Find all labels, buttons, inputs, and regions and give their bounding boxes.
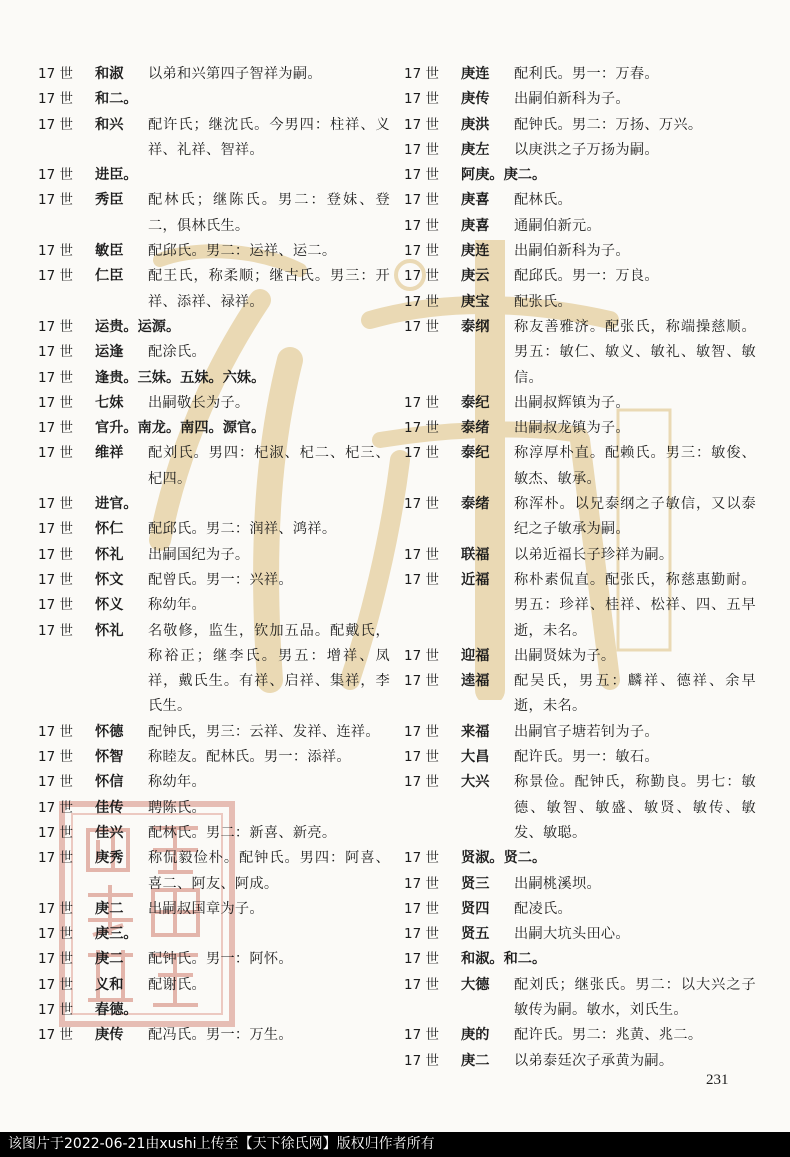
person-name: 庚传 bbox=[95, 1027, 124, 1044]
entry-description: 配王氏，称柔顺；继古氏。男三：开祥、添祥、禄祥。 bbox=[148, 268, 390, 310]
genealogy-entry bbox=[38, 973, 390, 998]
generation-label: 17 世 bbox=[404, 774, 439, 791]
person-name: 春德。 bbox=[95, 1001, 138, 1018]
right-column bbox=[404, 62, 756, 1074]
entry-description: 配吴氏，男五：麟祥、德祥、余早逝，未名。 bbox=[514, 673, 756, 715]
generation-label: 17 世 bbox=[404, 293, 439, 310]
genealogy-entry bbox=[404, 441, 756, 492]
genealogy-entry bbox=[38, 619, 390, 720]
entry-description: 称睦友。配林氏。男一：添祥。 bbox=[148, 749, 351, 766]
genealogy-entry bbox=[38, 897, 390, 922]
genealogy-entry bbox=[38, 239, 390, 264]
person-name: 庚云 bbox=[461, 268, 490, 285]
person-name: 泰纪 bbox=[461, 394, 490, 411]
genealogy-entry bbox=[38, 846, 390, 897]
generation-label: 17 世 bbox=[404, 546, 439, 563]
entry-description: 出嗣叔辉镇为子。 bbox=[514, 394, 630, 411]
genealogy-entry bbox=[38, 315, 390, 340]
generation-label: 17 世 bbox=[404, 951, 439, 968]
generation-label: 17 世 bbox=[404, 926, 439, 943]
generation-label: 17 世 bbox=[38, 192, 73, 209]
entry-description: 配钟氏。男二：万扬、万兴。 bbox=[514, 116, 703, 133]
entry-description: 称侃毅俭朴。配钟氏。男四：阿喜、喜二、阿友、阿成。 bbox=[148, 850, 390, 892]
person-name: 仁臣 bbox=[95, 268, 124, 285]
generation-label: 17 世 bbox=[404, 217, 439, 234]
generation-label: 17 世 bbox=[38, 1027, 73, 1044]
generation-label: 17 世 bbox=[38, 622, 73, 639]
person-name: 义和 bbox=[95, 976, 124, 993]
entry-description: 以弟和兴第四子智祥为嗣。 bbox=[148, 66, 322, 82]
entry-description: 配许氏；继沈氏。今男四：柱祥、义祥、礼祥、智祥。 bbox=[148, 116, 390, 158]
genealogy-entry bbox=[38, 163, 390, 188]
person-name: 庚宝 bbox=[461, 293, 490, 310]
entry-description: 配涂氏。 bbox=[148, 344, 206, 361]
genealogy-entry bbox=[38, 998, 390, 1023]
entry-description: 以庚洪之子万扬为嗣。 bbox=[514, 141, 659, 158]
genealogy-entry bbox=[38, 770, 390, 795]
entry-description: 配谢氏。 bbox=[148, 976, 206, 993]
generation-label: 17 世 bbox=[404, 749, 439, 766]
genealogy-entry bbox=[38, 264, 390, 315]
generation-label: 17 世 bbox=[38, 369, 73, 386]
person-name: 怀智 bbox=[95, 749, 124, 766]
person-name: 联福 bbox=[461, 546, 490, 563]
genealogy-entry bbox=[38, 517, 390, 542]
generation-label: 17 世 bbox=[404, 394, 439, 411]
genealogy-entry bbox=[404, 416, 756, 441]
person-name: 近福 bbox=[461, 571, 490, 588]
upload-footer-banner: 该图片于2022-06-21由xushi上传至【天下徐氏网】版权归作者所有 bbox=[0, 1132, 790, 1157]
person-name: 怀礼 bbox=[95, 622, 124, 639]
generation-label: 17 世 bbox=[38, 850, 73, 867]
person-name: 佳传 bbox=[95, 799, 124, 816]
genealogy-entry bbox=[404, 492, 756, 543]
genealogy-entry bbox=[404, 568, 756, 644]
entry-description: 出嗣桃溪坝。 bbox=[514, 875, 601, 892]
person-name: 庚二 bbox=[95, 900, 124, 917]
person-name: 庚左 bbox=[461, 141, 490, 158]
entry-description: 以弟近福长子珍祥为嗣。 bbox=[514, 546, 674, 563]
genealogy-entry bbox=[404, 391, 756, 416]
genealogy-entry bbox=[38, 543, 390, 568]
person-name: 泰纲 bbox=[461, 318, 490, 335]
person-name: 庚秀 bbox=[95, 850, 124, 867]
entry-description: 配刘氏。男四：杞淑、杞二、杞三、杞四。 bbox=[148, 445, 390, 487]
genealogy-entry bbox=[38, 416, 390, 441]
genealogy-entry bbox=[38, 87, 390, 112]
entry-description: 配钟氏，男三：云祥、发祥、连祥。 bbox=[148, 723, 380, 740]
person-name: 佳兴 bbox=[95, 824, 124, 841]
generation-label: 17 世 bbox=[38, 243, 73, 260]
genealogy-entry bbox=[404, 973, 756, 1024]
generation-label: 17 世 bbox=[38, 774, 73, 791]
genealogy-entry bbox=[404, 1049, 756, 1074]
entry-description: 配张氏。 bbox=[514, 293, 572, 310]
genealogy-entry bbox=[404, 188, 756, 213]
genealogy-entry bbox=[404, 745, 756, 770]
entry-description: 配钟氏。男一：阿怀。 bbox=[148, 951, 293, 968]
entry-description bbox=[138, 922, 390, 947]
genealogy-entry bbox=[38, 340, 390, 365]
person-name: 怀礼 bbox=[95, 546, 124, 563]
generation-label: 17 世 bbox=[38, 268, 73, 285]
genealogy-entry bbox=[404, 872, 756, 897]
person-name: 维祥 bbox=[95, 445, 124, 462]
entry-description: 配刘氏；继张氏。男二：以大兴之子敏传为嗣。敏水，刘氏生。 bbox=[514, 976, 756, 1018]
genealogy-entry bbox=[38, 492, 390, 517]
genealogy-entry bbox=[38, 947, 390, 972]
generation-label: 17 世 bbox=[38, 824, 73, 841]
generation-label: 17 世 bbox=[404, 268, 439, 285]
person-name: 来福 bbox=[461, 723, 490, 740]
person-name: 贤四 bbox=[461, 900, 490, 917]
generation-label: 17 世 bbox=[404, 673, 439, 690]
person-name: 进官。 bbox=[95, 496, 138, 513]
generation-label: 17 世 bbox=[404, 976, 439, 993]
entry-description: 配邱氏。男二：运祥、运二。 bbox=[148, 243, 337, 260]
genealogy-entry bbox=[404, 264, 756, 289]
entry-description: 出嗣叔龙镇为子。 bbox=[514, 420, 630, 437]
generation-label: 17 世 bbox=[404, 496, 439, 513]
genealogy-entry bbox=[404, 897, 756, 922]
generation-label: 17 世 bbox=[404, 1027, 439, 1044]
entry-description: 出嗣伯新科为子。 bbox=[514, 243, 630, 260]
entry-description: 聘陈氏。 bbox=[148, 799, 206, 816]
generation-label: 17 世 bbox=[404, 875, 439, 892]
genealogy-entry bbox=[38, 745, 390, 770]
entry-description: 以弟泰廷次子承黄为嗣。 bbox=[514, 1052, 674, 1069]
genealogy-entry bbox=[38, 188, 390, 239]
person-name: 运逢 bbox=[95, 344, 124, 361]
genealogy-entry bbox=[38, 821, 390, 846]
generation-label: 17 世 bbox=[38, 900, 73, 917]
genealogy-entry bbox=[404, 846, 756, 871]
person-name: 阿庚。庚二。 bbox=[461, 167, 547, 184]
person-name: 和二。 bbox=[95, 91, 138, 108]
entry-description bbox=[265, 366, 390, 391]
genealogy-entry bbox=[404, 290, 756, 315]
genealogy-entry bbox=[38, 568, 390, 593]
entry-description: 配许氏。男一：敏石。 bbox=[514, 749, 659, 766]
person-name: 进臣。 bbox=[95, 167, 138, 184]
person-name: 庚喜 bbox=[461, 192, 490, 209]
entry-description: 出嗣叔国章为子。 bbox=[148, 900, 264, 917]
generation-label: 17 世 bbox=[404, 116, 439, 133]
person-name: 庚连 bbox=[461, 243, 490, 260]
person-name: 庚洪 bbox=[461, 116, 490, 133]
person-name: 怀信 bbox=[95, 774, 124, 791]
entry-description: 配林氏；继陈氏。男二：登妹、登二，俱林氏生。 bbox=[148, 192, 390, 234]
entry-description: 配邱氏。男二：润祥、鸿祥。 bbox=[148, 521, 337, 538]
generation-label: 17 世 bbox=[404, 420, 439, 437]
genealogy-entry bbox=[404, 138, 756, 163]
generation-label: 17 世 bbox=[38, 951, 73, 968]
genealogy-entry bbox=[404, 1023, 756, 1048]
entry-description: 配利氏。男一：万春。 bbox=[514, 66, 659, 82]
entry-description: 配冯氏。男一：万生。 bbox=[148, 1027, 293, 1044]
person-name: 泰纪 bbox=[461, 445, 490, 462]
generation-label: 17 世 bbox=[38, 496, 73, 513]
person-name: 和兴 bbox=[95, 116, 124, 133]
person-name: 庚传 bbox=[461, 91, 490, 108]
generation-label: 17 世 bbox=[38, 394, 73, 411]
generation-label: 17 世 bbox=[404, 445, 439, 462]
genealogy-entry bbox=[38, 366, 390, 391]
entry-description: 配曾氏。男一：兴祥。 bbox=[148, 571, 293, 588]
generation-label: 17 世 bbox=[404, 167, 439, 184]
genealogy-entry bbox=[404, 239, 756, 264]
genealogy-entry bbox=[404, 644, 756, 669]
genealogy-entry bbox=[38, 62, 390, 87]
person-name: 庚二 bbox=[461, 1052, 490, 1069]
genealogy-entry bbox=[38, 113, 390, 164]
genealogy-entry bbox=[38, 391, 390, 416]
person-name: 和淑。和二。 bbox=[461, 951, 547, 968]
entry-description: 配凌氏。 bbox=[514, 900, 572, 917]
entry-description: 出嗣敬长为子。 bbox=[148, 394, 250, 411]
genealogy-entry bbox=[404, 922, 756, 947]
entry-description: 配许氏。男二：兆黄、兆二。 bbox=[514, 1027, 703, 1044]
person-name: 逵福 bbox=[461, 673, 490, 690]
entry-description: 通嗣伯新元。 bbox=[514, 217, 601, 234]
genealogy-entry bbox=[38, 796, 390, 821]
generation-label: 17 世 bbox=[404, 192, 439, 209]
page-number: 231 bbox=[706, 1072, 729, 1088]
person-name: 迎福 bbox=[461, 647, 490, 664]
generation-label: 17 世 bbox=[38, 749, 73, 766]
genealogy-entry bbox=[404, 163, 756, 188]
entry-description bbox=[138, 492, 390, 517]
generation-label: 17 世 bbox=[38, 799, 73, 816]
generation-label: 17 世 bbox=[38, 571, 73, 588]
generation-label: 17 世 bbox=[38, 116, 73, 133]
generation-label: 17 世 bbox=[38, 318, 73, 335]
person-name: 庚二 bbox=[95, 951, 124, 968]
generation-label: 17 世 bbox=[404, 723, 439, 740]
genealogy-entry bbox=[404, 669, 756, 720]
person-name: 怀义 bbox=[95, 597, 124, 614]
genealogy-entry bbox=[404, 214, 756, 239]
generation-label: 17 世 bbox=[404, 66, 439, 82]
generation-label: 17 世 bbox=[38, 723, 73, 740]
generation-label: 17 世 bbox=[38, 445, 73, 462]
entry-description bbox=[138, 87, 390, 112]
entry-description: 配林氏。男二：新喜、新亮。 bbox=[148, 824, 337, 841]
genealogy-entry bbox=[404, 62, 756, 87]
entry-description bbox=[265, 416, 390, 441]
person-name: 泰绪 bbox=[461, 420, 490, 437]
generation-label: 17 世 bbox=[404, 141, 439, 158]
genealogy-entry bbox=[38, 720, 390, 745]
entry-description: 名敬修，监生，钦加五品。配戴氏，称裕正；继李氏。男五：增祥、凤祥，戴氏生。有祥、启祥、集祥，李氏生。 bbox=[148, 622, 390, 715]
person-name: 大昌 bbox=[461, 749, 490, 766]
generation-label: 17 世 bbox=[38, 1001, 73, 1018]
generation-label: 17 世 bbox=[38, 66, 73, 82]
generation-label: 17 世 bbox=[404, 318, 439, 335]
person-name: 庚喜 bbox=[461, 217, 490, 234]
genealogy-entry bbox=[38, 1023, 390, 1048]
generation-label: 17 世 bbox=[38, 344, 73, 361]
entry-description: 称浑朴。以兄泰纲之子敏信，又以泰纪之子敏承为嗣。 bbox=[514, 496, 756, 538]
entry-description: 称朴素侃直。配张氏，称慈惠勤耐。男五：珍祥、桂祥、松祥、四、五早逝，未名。 bbox=[514, 571, 756, 639]
genealogy-entry bbox=[38, 593, 390, 618]
person-name: 泰绪 bbox=[461, 496, 490, 513]
entry-description: 出嗣国纪为子。 bbox=[148, 546, 250, 563]
entry-description: 称景俭。配钟氏，称勤良。男七：敏德、敏智、敏盛、敏贤、敏传、敏发、敏聪。 bbox=[514, 774, 756, 841]
generation-label: 17 世 bbox=[404, 91, 439, 108]
left-column bbox=[38, 62, 390, 1049]
entry-description bbox=[546, 846, 756, 871]
entry-description bbox=[138, 163, 390, 188]
entry-description bbox=[138, 998, 390, 1023]
generation-label: 17 世 bbox=[404, 850, 439, 867]
generation-label: 17 世 bbox=[404, 571, 439, 588]
generation-label: 17 世 bbox=[38, 976, 73, 993]
person-name: 贤五 bbox=[461, 926, 490, 943]
person-name: 庚的 bbox=[461, 1027, 490, 1044]
person-name: 大兴 bbox=[461, 774, 490, 791]
genealogy-entry bbox=[404, 87, 756, 112]
person-name: 七妹 bbox=[95, 394, 124, 411]
person-name: 庚三。 bbox=[95, 926, 138, 943]
person-name: 秀臣 bbox=[95, 192, 124, 209]
person-name: 怀文 bbox=[95, 571, 124, 588]
person-name: 运贵。运源。 bbox=[95, 318, 181, 335]
entry-description: 称幼年。 bbox=[148, 597, 206, 614]
person-name: 贤淑。贤二。 bbox=[461, 850, 547, 867]
entry-description: 称幼年。 bbox=[148, 774, 206, 791]
genealogy-entry bbox=[38, 441, 390, 492]
entry-description bbox=[546, 163, 756, 188]
genealogy-entry bbox=[404, 720, 756, 745]
entry-description: 称淳厚朴直。配赖氏。男三：敏俊、敏杰、敏承。 bbox=[514, 445, 756, 487]
person-name: 贤三 bbox=[461, 875, 490, 892]
genealogy-entry bbox=[404, 113, 756, 138]
generation-label: 17 世 bbox=[38, 926, 73, 943]
entry-description bbox=[180, 315, 390, 340]
entry-description: 出嗣官子塘若钊为子。 bbox=[514, 723, 659, 740]
generation-label: 17 世 bbox=[404, 243, 439, 260]
entry-description bbox=[546, 947, 756, 972]
person-name: 逢贵。三妹。五妹。六妹。 bbox=[95, 369, 266, 386]
generation-label: 17 世 bbox=[404, 647, 439, 664]
generation-label: 17 世 bbox=[38, 420, 73, 437]
entry-description: 配邱氏。男一：万良。 bbox=[514, 268, 659, 285]
person-name: 怀仁 bbox=[95, 521, 124, 538]
person-name: 和淑 bbox=[95, 66, 124, 82]
person-name: 大德 bbox=[461, 976, 490, 993]
entry-description: 出嗣伯新科为子。 bbox=[514, 91, 630, 108]
genealogy-entry bbox=[404, 947, 756, 972]
generation-label: 17 世 bbox=[404, 900, 439, 917]
entry-description: 出嗣贤妹为子。 bbox=[514, 647, 616, 664]
person-name: 敏臣 bbox=[95, 243, 124, 260]
person-name: 庚连 bbox=[461, 66, 490, 82]
entry-description: 称友善雅济。配张氏，称端操慈顺。男五：敏仁、敏义、敏礼、敏智、敏信。 bbox=[514, 318, 756, 386]
generation-label: 17 世 bbox=[38, 546, 73, 563]
genealogy-entry bbox=[404, 543, 756, 568]
person-name: 怀德 bbox=[95, 723, 124, 740]
person-name: 官升。南龙。南四。源官。 bbox=[95, 420, 266, 437]
generation-label: 17 世 bbox=[404, 1052, 439, 1069]
genealogy-entry bbox=[38, 922, 390, 947]
genealogy-entry bbox=[404, 315, 756, 391]
generation-label: 17 世 bbox=[38, 167, 73, 184]
entry-description: 出嗣大坑头田心。 bbox=[514, 926, 630, 943]
entry-description: 配林氏。 bbox=[514, 192, 572, 209]
generation-label: 17 世 bbox=[38, 521, 73, 538]
generation-label: 17 世 bbox=[38, 597, 73, 614]
genealogy-entry bbox=[404, 770, 756, 846]
generation-label: 17 世 bbox=[38, 91, 73, 108]
